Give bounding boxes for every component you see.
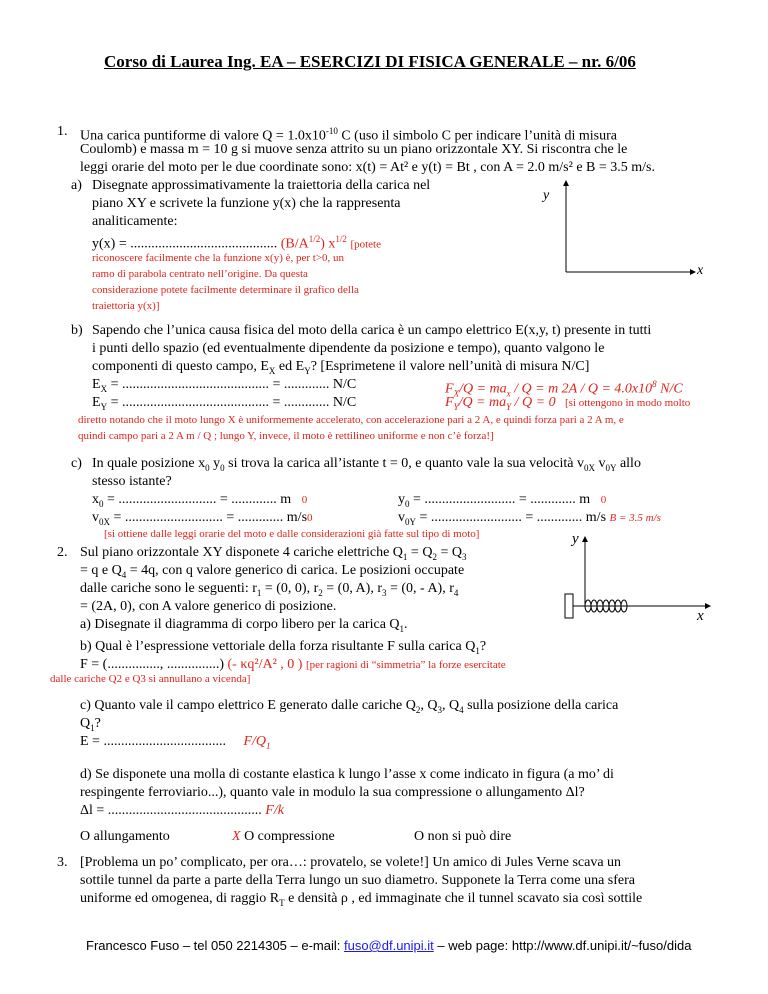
problem-1b-ey-answer: $F_Y/Q = ma_Y / Q = 0$ [445, 395, 556, 412]
problem-1c-y0: $y_0$ = .......................... = ............. m 0 [398, 492, 607, 509]
problem-3-number: 3. [57, 855, 68, 870]
option-compressione[interactable]: X O compressione [232, 829, 335, 844]
axis-y-label-2: y [572, 531, 579, 547]
problem-1c-line1: In quale posizione $x_0$ $y_0$ si trova la carica all’istante t = 0, e quanto vale la sua velocità $v_{0X}$ $v_{0Y}$ allo [92, 456, 641, 473]
problem-1a-note-line2: riconoscere facilmente che la funzione x(y) è, per t>0, un [92, 252, 345, 264]
page-footer: Francesco Fuso – tel 050 2214305 – e-mail: fuso@df.unipi.it – web page: http://www.df.unipi.it/~fuso/dida [86, 938, 692, 953]
axis-x-label: x [697, 263, 704, 278]
problem-1a-note-line3: ramo di parabola centrato nell’origine. Da questa [92, 268, 308, 280]
problem-1a-line3: analiticamente: [92, 214, 178, 229]
wall-block [565, 594, 573, 618]
problem-1b-ex-answer: $F_X/Q = ma_x / Q = m$ $2A / Q = 4.0x10^8$ N/C [445, 379, 683, 399]
problem-2b-note-line2: dalle cariche Q2 e Q3 si annullano a vicenda] [50, 673, 251, 685]
problem-2d-line3: Δl = ............................................ F/k [80, 803, 284, 818]
problem-1a-answer: y(x) = .......................................... $(B/A^{1/2})$ $x^{1/2}$ [potete [92, 234, 381, 252]
problem-1b-line3: componenti di questo campo, $E_X$ ed $E_Y$? [Esprimetene il valore nell’unità di misura N/C] [92, 359, 590, 376]
footer-email-link[interactable]: fuso@df.unipi.it [343, 938, 434, 953]
problem-2b-line2: F = (..............., ...............) (- κq²/A² , 0 ) [per ragioni di “simmetria” la forze esercitate [80, 657, 506, 672]
problem-3-line2: sottile tunnel da parte a parte della Terra lungo un suo diametro. Supponete la Terra come una sfera [80, 873, 635, 888]
problem-1b-ex: $E_X$ = .......................................... = ............. N/C [92, 377, 357, 394]
problem-1-intro-line1: Una carica puntiforme di valore $Q = 1.0x10^{-10}$ C (uso il simbolo C per indicare l’unità di misura [80, 126, 618, 144]
problem-1b-ey: $E_Y$ = .......................................... = ............. N/C [92, 395, 357, 412]
problem-1b-line2: i punti dello spazio (ed eventualmente dipendente da posizione e tempo), quanto valgono le [92, 341, 605, 356]
problem-2c-line2: $Q_1$? [80, 716, 101, 733]
problem-1-intro-line2: Coulomb) e massa m = 10 g si muove senza attrito su un piano orizzontale XY. Si riscontra che le [80, 142, 628, 157]
problem-1a-note-line4: considerazione potete facilmente determinare il grafico della [92, 284, 359, 296]
problem-2-number: 2. [57, 545, 68, 560]
problem-2a-line: a) Disegnate il diagramma di corpo libero per la carica $Q_1$. [80, 617, 408, 634]
problem-1b-note-line3: quindi campo pari a 2 A m / Q ; lungo Y, invece, il moto è rettilineo uniforme e non c’è forza!] [78, 430, 494, 442]
axis-x-label-2: x [697, 608, 704, 624]
problem-1a-line2: piano XY e scrivete la funzione y(x) che la rappresenta [92, 196, 401, 211]
problem-1-number: 1. [57, 124, 68, 139]
problem-2-intro-line3: dalle cariche sono le seguenti: $r_1 = (0$, 0), $r_2 = (0$, A), $r_3 = (0$, - A), $r_4$ [80, 581, 459, 598]
problem-1c-label: c) [71, 456, 82, 471]
problem-3-line3: uniforme ed omogenea, di raggio $R_T$ e densità ρ , ed immaginate che il tunnel scavato sia così sottile [80, 891, 643, 908]
problem-1c-line2: stesso istante? [92, 474, 172, 489]
problem-2-intro-line1: Sul piano orizzontale XY disponete 4 cariche elettriche $Q_1 = Q_2 = Q_3$ [80, 545, 467, 562]
problem-2d-line2: respingente ferroviario...), quanto vale in modulo la sua compressione o allungamento Δl? [80, 785, 585, 800]
problem-1-intro-line3: leggi orarie del moto per le due coordinate sono: x(t) = At² e y(t) = Bt , con A = 2.0 m/s² e B = 3.5 m/s. [80, 160, 655, 175]
problem-2d-line1: d) Se disponete una molla di costante elastica k lungo l’asse x come indicato in figura (a mo’ di [80, 767, 614, 782]
problem-2b-line1: b) Qual è l’espressione vettoriale della forza risultante F sulla carica $Q_1$? [80, 639, 487, 656]
problem-1a-line1: Disegnate approssimativamente la traiettoria della carica nel [92, 178, 431, 193]
problem-1b-note-line2: diretto notando che il moto lungo X è uniformemente accelerato, con accelerazione pari a 2 A, e quindi forza pari a 2 A m, e [78, 414, 624, 426]
problem-2-intro-line2: = q e $Q_4 = 4q$, con q valore generico di carica. Le posizioni occupate [80, 563, 465, 580]
problem-1c-note: [si ottiene dalle leggi orarie del moto e dalle considerazioni già fatte sul tipo di moto] [104, 528, 480, 540]
problem-1a-label: a) [71, 178, 82, 193]
problem-1b-line1: Sapendo che l’unica causa fisica del moto della carica è un campo elettrico E(x,y, t) presente in tutti [92, 323, 652, 338]
axis-y-label: y [543, 188, 550, 203]
option-allungamento[interactable]: O allungamento [80, 829, 170, 844]
problem-3-line1: [Problema un po’ complicato, per ora…: provatelo, se volete!] Un amico di Jules Verne scava un [80, 855, 622, 870]
option-non-si-puo-dire[interactable]: O non si può dire [414, 829, 512, 844]
problem-2c-line1: c) Quanto vale il campo elettrico E generato dalle cariche $Q_2$, $Q_3$, $Q_4$ sulla posizione della carica [80, 698, 619, 715]
problem-1b-label: b) [71, 323, 83, 338]
trajectory-axes [560, 176, 700, 296]
problem-2-intro-line4: = (2A, 0), con A valore generico di posizione. [80, 599, 337, 614]
problem-2c-line3: E = ................................... $F/Q_1$ [80, 734, 271, 751]
problem-1c-x0: $x_0$ = ............................ = ............. m 0 [92, 492, 308, 509]
problem-1c-v0x: $v_{0X}$ = ............................ = ............. m/s0 [92, 510, 313, 527]
page-title: Corso di Laurea Ing. EA – ESERCIZI DI FISICA GENERALE – nr. 6/06 [104, 52, 636, 71]
spring-diagram [555, 532, 715, 648]
problem-1a-note-line5: traiettoria y(x)] [92, 300, 160, 312]
problem-1c-v0y: $v_{0Y}$ = .......................... = ............. m/s B = 3.5 m/s [398, 510, 661, 527]
problem-1b-note-line1: [si ottengono in modo molto [565, 397, 691, 409]
